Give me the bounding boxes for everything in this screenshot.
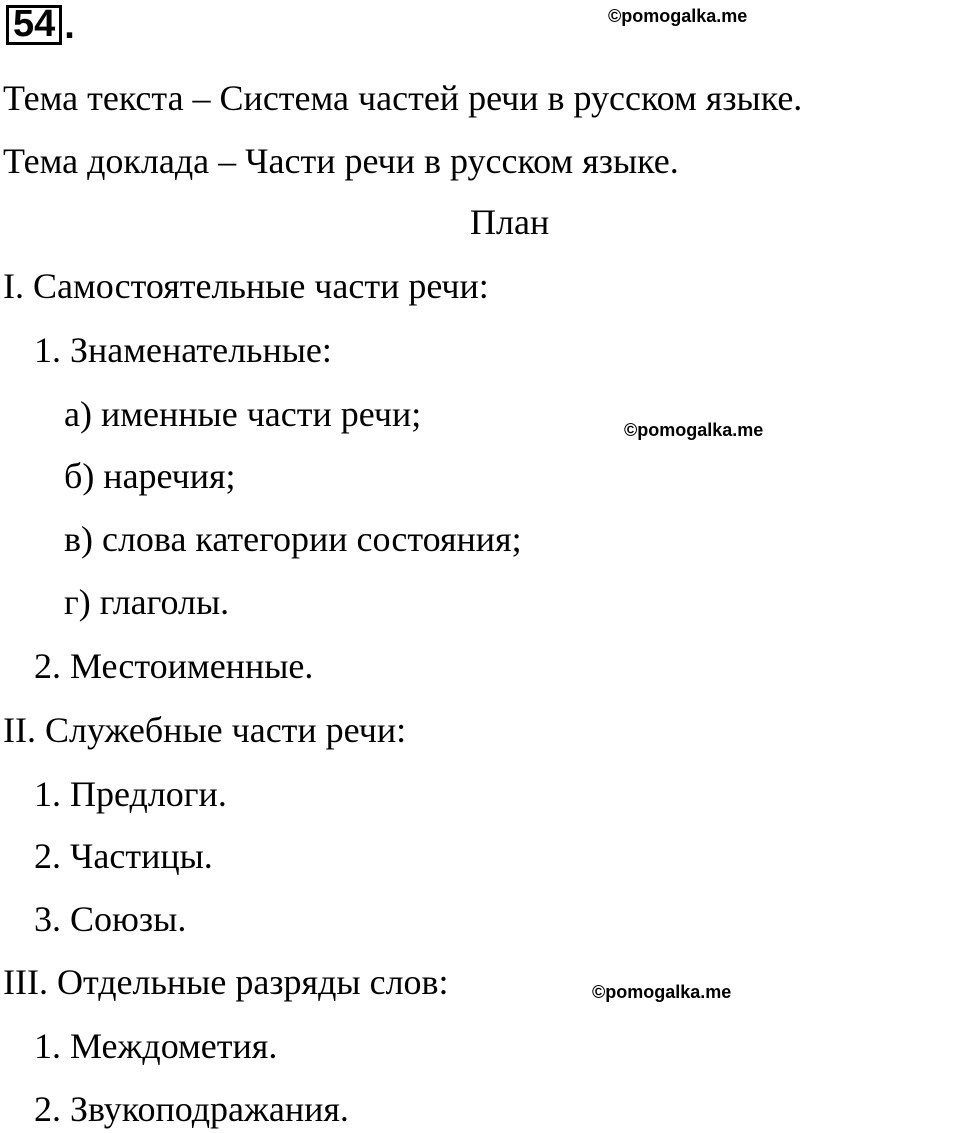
plan-section-3-item-2: 2. Звукоподражания. (34, 1089, 349, 1129)
report-topic: Тема доклада – Части речи в русском языке. (3, 141, 679, 181)
plan-section-1-item-1a: а) именные части речи; (64, 394, 422, 434)
plan-section-1-item-1d: г) глаголы. (64, 582, 230, 622)
plan-section-1-item-1: 1. Знаменательные: (34, 330, 332, 370)
text-topic: Тема текста – Система частей речи в русском языке. (3, 78, 803, 118)
plan-section-2-title: II. Служебные части речи: (3, 710, 407, 750)
watermark: ©pomogalka.me (608, 6, 748, 26)
plan-section-1-item-2: 2. Местоименные. (34, 646, 314, 686)
watermark: ©pomogalka.me (592, 982, 732, 1002)
plan-section-2-item-3: 3. Союзы. (34, 899, 187, 939)
plan-section-1-title: I. Самостоятельные части речи: (3, 266, 489, 306)
watermark: ©pomogalka.me (624, 420, 764, 440)
task-number (6, 5, 75, 45)
plan-section-1-item-1c: в) слова категории состояния; (64, 519, 522, 559)
plan-section-1-item-1b: б) наречия; (64, 456, 236, 496)
task-number-box: 54 (6, 5, 62, 45)
plan-section-2-item-1: 1. Предлоги. (34, 774, 227, 814)
plan-section-2-item-2: 2. Частицы. (34, 836, 213, 876)
plan-section-3-title: III. Отдельные разряды слов: (3, 962, 449, 1002)
plan-title: План (470, 202, 550, 242)
task-number-dot: . (64, 5, 75, 47)
plan-section-3-item-1: 1. Междометия. (34, 1026, 278, 1066)
